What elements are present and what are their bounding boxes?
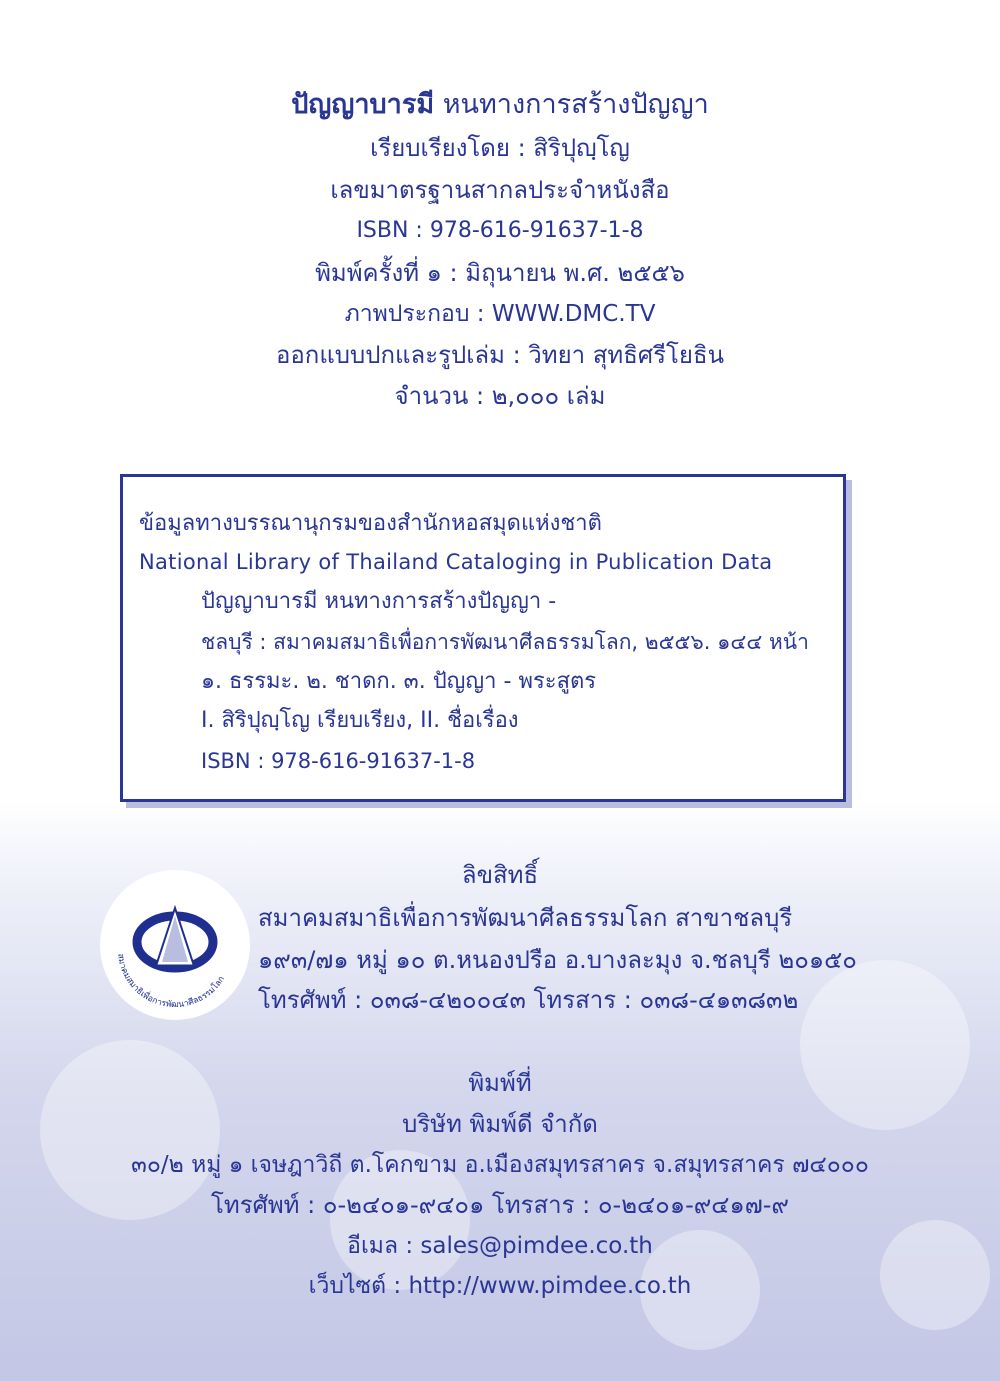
printer-email: อีเมล : sales@pimdee.co.th (347, 1233, 653, 1259)
printer-company: บริษัท พิมพ์ดี จำกัด (402, 1110, 598, 1138)
copyright-heading: ลิขสิทธิ์ (461, 861, 539, 889)
isbn-line: ISBN : 978-616-91637-1-8 (356, 218, 644, 243)
copies-line: จำนวน : ๒,๐๐๐ เล่ม (394, 382, 606, 410)
copyright-address: ๑๙๓/๗๑ หมู่ ๑๐ ต.หนองปรือ อ.บางละมุง จ.ชลบุรี ๒๐๑๕๐ (258, 946, 857, 974)
cover-design-line: ออกแบบปกและรูปเล่ม : วิทยา สุทธิศรีโยธิน (275, 341, 725, 369)
cip-heading-thai: ข้อมูลทางบรรณานุกรมของสำนักหอสมุดแห่งชาติ (139, 511, 602, 536)
cip-line-subjects: ๑. ธรรมะ. ๒. ชาดก. ๓. ปัญญา - พระสูตร (201, 669, 597, 694)
cip-line-isbn: ISBN : 978-616-91637-1-8 (201, 749, 476, 773)
cip-data-box (120, 474, 846, 802)
book-title (0, 88, 1000, 122)
compiler-line: เรียบเรียงโดย : สิริปุญฺโญ (370, 134, 630, 162)
book-title-main: ปัญญาบารมี (291, 89, 435, 120)
printer-website: เว็บไซต์ : http://www.pimdee.co.th (308, 1273, 692, 1299)
book-title-sub: หนทางการสร้างปัญญา (442, 89, 709, 120)
copyright-contact: โทรศัพท์ : ๐๓๘-๔๒๐๐๔๓ โทรสาร : ๐๓๘-๔๑๓๘๓๒ (258, 986, 799, 1014)
cip-line-title: ปัญญาบารมี หนทางการสร้างปัญญา - (201, 589, 557, 614)
logo-text: สมาคมสมาธิเพื่อการพัฒนาศีลธรรมโลก (115, 953, 228, 1011)
copyright-org: สมาคมสมาธิเพื่อการพัฒนาศีลธรรมโลก สาขาชลบุรี (258, 904, 793, 932)
illustration-line: ภาพประกอบ : WWW.DMC.TV (344, 301, 656, 327)
isbn-heading: เลขมาตรฐานสากลประจำหนังสือ (330, 176, 670, 204)
cip-line-authors: I. สิริปุญฺโญ เรียบเรียง, II. ชื่อเรื่อง (201, 708, 519, 733)
printer-contact: โทรศัพท์ : ๐-๒๔๐๑-๙๔๐๑ โทรสาร : ๐-๒๔๐๑-๙๔๑๗-๙ (211, 1191, 789, 1219)
edition-line: พิมพ์ครั้งที่ ๑ : มิถุนายน พ.ศ. ๒๕๕๖ (315, 259, 685, 287)
printer-heading: พิมพ์ที่ (468, 1069, 532, 1097)
cip-line-publisher: ชลบุรี : สมาคมสมาธิเพื่อการพัฒนาศีลธรรมโลก, ๒๕๕๖. ๑๔๔ หน้า (201, 630, 809, 654)
cip-heading-english: National Library of Thailand Cataloging in Publication Data (139, 550, 773, 574)
printer-address: ๓๐/๒ หมู่ ๑ เจษฎาวิถี ต.โคกขาม อ.เมืองสมุทรสาคร จ.สมุทรสาคร ๗๔๐๐๐ (131, 1152, 869, 1178)
